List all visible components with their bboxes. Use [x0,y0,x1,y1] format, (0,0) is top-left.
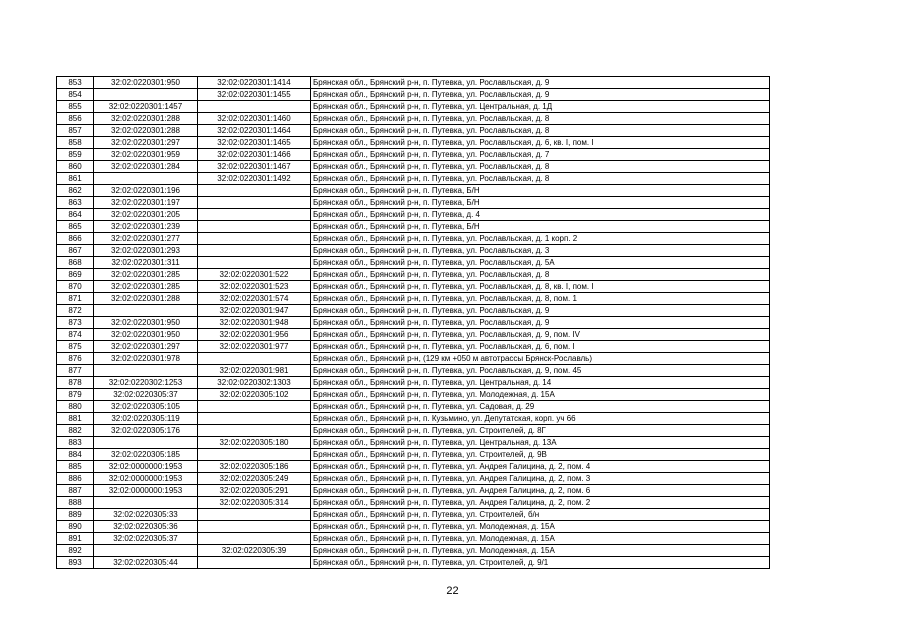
cadastral-number-cell [198,533,311,545]
cadastral-number-cell: 32:02:0220301:523 [198,281,311,293]
table-row [57,401,770,413]
parent-cadastral-number-cell: 32:02:0220301:277 [94,233,198,245]
cadastral-number-cell: 32:02:0220301:947 [198,305,311,317]
row-number-cell: 869 [57,269,94,281]
cadastral-number-cell: 32:02:0220301:1414 [198,77,311,89]
row-number-cell: 868 [57,257,94,269]
parent-cadastral-number-cell: 32:02:0220301:950 [94,77,198,89]
table-row [57,353,770,365]
address-cell: Брянская обл., Брянский р-н, п. Путевка, ул. Центральная, д. 14 [311,377,770,389]
parent-cadastral-number-cell: 32:02:0220305:33 [94,509,198,521]
parent-cadastral-number-cell [94,173,198,185]
row-number-cell: 874 [57,329,94,341]
cadastral-number-cell [198,233,311,245]
parent-cadastral-number-cell: 32:02:0220301:205 [94,209,198,221]
address-cell: Брянская обл., Брянский р-н, п. Путевка, ул. Рославльская, д. 1 корп. 2 [311,233,770,245]
row-number-cell: 882 [57,425,94,437]
table-row [57,173,770,185]
cadastral-number-cell: 32:02:0220302:1303 [198,377,311,389]
cadastral-number-cell [198,521,311,533]
row-number-cell: 872 [57,305,94,317]
address-cell: Брянская обл., Брянский р-н, п. Путевка, ул. Рославльская, д. 8 [311,269,770,281]
table-row [57,449,770,461]
row-number-cell: 889 [57,509,94,521]
cadastral-number-cell: 32:02:0220301:1492 [198,173,311,185]
parent-cadastral-number-cell: 32:02:0000000:1953 [94,485,198,497]
row-number-cell: 890 [57,521,94,533]
table-row [57,257,770,269]
address-cell: Брянская обл., Брянский р-н, п. Путевка, ул. Рославльская, д. 9 [311,305,770,317]
parent-cadastral-number-cell: 32:02:0220301:311 [94,257,198,269]
parent-cadastral-number-cell: 32:02:0220305:176 [94,425,198,437]
row-number-cell: 876 [57,353,94,365]
table-row [57,77,770,89]
address-cell: Брянская обл., Брянский р-н, п. Путевка, ул. Строителей, д. 9/1 [311,557,770,569]
row-number-cell: 886 [57,473,94,485]
row-number-cell: 891 [57,533,94,545]
table-row [57,125,770,137]
cadastral-number-cell [198,401,311,413]
cadastral-number-cell: 32:02:0220301:1464 [198,125,311,137]
address-cell: Брянская обл., Брянский р-н, п. Путевка, ул. Рославльская, д. 8 [311,161,770,173]
cadastral-number-cell [198,425,311,437]
address-cell: Брянская обл., Брянский р-н, п. Путевка, ул. Андрея Галицина, д. 2, пом. 6 [311,485,770,497]
address-cell: Брянская обл., Брянский р-н, п. Путевка, ул. Молодежная, д. 15А [311,521,770,533]
row-number-cell: 870 [57,281,94,293]
row-number-cell: 892 [57,545,94,557]
address-cell: Брянская обл., Брянский р-н, п. Путевка, ул. Рославльская, д. 8 [311,113,770,125]
address-cell: Брянская обл., Брянский р-н, п. Путевка, ул. Рославльская, д. 9 [311,77,770,89]
table-row [57,521,770,533]
page-number: 22 [446,585,459,597]
cadastral-number-cell [198,257,311,269]
address-cell: Брянская обл., Брянский р-н, п. Путевка, ул. Рославльская, д. 9, пом. 45 [311,365,770,377]
cadastral-number-cell: 32:02:0220301:948 [198,317,311,329]
row-number-cell: 873 [57,317,94,329]
table-row [57,317,770,329]
address-cell: Брянская обл., Брянский р-н, п. Путевка, ул. Рославльская, д. 3 [311,245,770,257]
address-cell: Брянская обл., Брянский р-н, п. Путевка, ул. Рославльская, д. 9 [311,317,770,329]
table-row [57,557,770,569]
address-cell: Брянская обл., Брянский р-н, п. Путевка, ул. Андрея Галицина, д. 2, пом. 2 [311,497,770,509]
parent-cadastral-number-cell [94,89,198,101]
parent-cadastral-number-cell: 32:02:0220301:285 [94,269,198,281]
address-cell: Брянская обл., Брянский р-н, п. Путевка, ул. Андрея Галицина, д. 2, пом. 4 [311,461,770,473]
table-row [57,197,770,209]
parent-cadastral-number-cell: 32:02:0000000:1953 [94,473,198,485]
parent-cadastral-number-cell: 32:02:0220305:37 [94,533,198,545]
table-row [57,485,770,497]
row-number-cell: 883 [57,437,94,449]
table-row [57,509,770,521]
parent-cadastral-number-cell: 32:02:0220301:288 [94,113,198,125]
parent-cadastral-number-cell: 32:02:0220305:119 [94,413,198,425]
address-cell: Брянская обл., Брянский р-н, п. Путевка, ул. Рославльская, д. 8, пом. 1 [311,293,770,305]
address-cell: Брянская обл., Брянский р-н, п. Путевка, ул. Рославльская, д. 6, кв. I, пом. I [311,137,770,149]
cadastral-number-cell [198,185,311,197]
cadastral-number-cell: 32:02:0220301:1467 [198,161,311,173]
address-cell: Брянская обл., Брянский р-н, п. Путевка, ул. Садовая, д. 29 [311,401,770,413]
cadastral-number-cell: 32:02:0220305:249 [198,473,311,485]
address-cell: Брянская обл., Брянский р-н, п. Путевка, ул. Рославльская, д. 8, кв. I, пом. I [311,281,770,293]
parent-cadastral-number-cell [94,437,198,449]
table-row [57,137,770,149]
cadastral-number-cell: 32:02:0220305:186 [198,461,311,473]
table-row [57,473,770,485]
cadastral-number-cell [198,245,311,257]
address-cell: Брянская обл., Брянский р-н, п. Путевка, ул. Рославльская, д. 5А [311,257,770,269]
parent-cadastral-number-cell: 32:02:0220305:185 [94,449,198,461]
parent-cadastral-number-cell: 32:02:0220301:293 [94,245,198,257]
table-row [57,293,770,305]
table-row [57,425,770,437]
row-number-cell: 875 [57,341,94,353]
parent-cadastral-number-cell: 32:02:0220301:950 [94,317,198,329]
cadastral-number-cell: 32:02:0220305:291 [198,485,311,497]
cadastral-number-cell: 32:02:0220305:39 [198,545,311,557]
address-cell: Брянская обл., Брянский р-н, п. Путевка, ул. Молодежная, д. 15А [311,389,770,401]
table-row [57,185,770,197]
cadastral-number-cell: 32:02:0220301:574 [198,293,311,305]
row-number-cell: 856 [57,113,94,125]
row-number-cell: 871 [57,293,94,305]
cadastral-number-cell [198,197,311,209]
address-cell: Брянская обл., Брянский р-н, п. Путевка, ул. Молодежная, д. 15А [311,533,770,545]
row-number-cell: 888 [57,497,94,509]
parent-cadastral-number-cell: 32:02:0220301:288 [94,125,198,137]
cadastral-table [56,76,770,569]
row-number-cell: 853 [57,77,94,89]
table-row [57,233,770,245]
table-row [57,89,770,101]
cadastral-number-cell: 32:02:0220301:956 [198,329,311,341]
parent-cadastral-number-cell: 32:02:0220301:239 [94,221,198,233]
parent-cadastral-number-cell: 32:02:0220301:284 [94,161,198,173]
address-cell: Брянская обл., Брянский р-н, п. Путевка, ул. Строителей, б/н [311,509,770,521]
parent-cadastral-number-cell: 32:02:0220305:37 [94,389,198,401]
cadastral-number-cell [198,101,311,113]
cadastral-number-cell: 32:02:0220301:1466 [198,149,311,161]
parent-cadastral-number-cell [94,497,198,509]
address-cell: Брянская обл., Брянский р-н, п. Путевка, ул. Строителей, д. 9В [311,449,770,461]
row-number-cell: 862 [57,185,94,197]
table-row [57,389,770,401]
row-number-cell: 865 [57,221,94,233]
table-row [57,269,770,281]
cadastral-number-cell: 32:02:0220301:981 [198,365,311,377]
cadastral-number-cell [198,353,311,365]
row-number-cell: 863 [57,197,94,209]
parent-cadastral-number-cell: 32:02:0220301:196 [94,185,198,197]
row-number-cell: 857 [57,125,94,137]
address-cell: Брянская обл., Брянский р-н, п. Путевка, ул. Андрея Галицина, д. 2, пом. 3 [311,473,770,485]
row-number-cell: 866 [57,233,94,245]
parent-cadastral-number-cell: 32:02:0220305:44 [94,557,198,569]
table-row [57,377,770,389]
cadastral-number-cell: 32:02:0220301:1455 [198,89,311,101]
address-cell: Брянская обл., Брянский р-н, (129 км +050 м автотрассы Брянск-Рославль) [311,353,770,365]
address-cell: Брянская обл., Брянский р-н, п. Путевка, Б/Н [311,197,770,209]
table-row [57,281,770,293]
address-cell: Брянская обл., Брянский р-н, п. Путевка, ул. Рославльская, д. 8 [311,173,770,185]
parent-cadastral-number-cell: 32:02:0220301:297 [94,137,198,149]
table-row [57,101,770,113]
address-cell: Брянская обл., Брянский р-н, п. Путевка, Б/Н [311,185,770,197]
address-cell: Брянская обл., Брянский р-н, п. Путевка, д. 4 [311,209,770,221]
parent-cadastral-number-cell: 32:02:0220301:950 [94,329,198,341]
address-cell: Брянская обл., Брянский р-н, п. Путевка, ул. Рославльская, д. 9 [311,89,770,101]
table-row [57,209,770,221]
address-cell: Брянская обл., Брянский р-н, п. Путевка, ул. Рославльская, д. 8 [311,125,770,137]
parent-cadastral-number-cell: 32:02:0220301:297 [94,341,198,353]
row-number-cell: 864 [57,209,94,221]
cadastral-number-cell: 32:02:0220301:1465 [198,137,311,149]
address-cell: Брянская обл., Брянский р-н, п. Путевка, ул. Центральная, д. 13А [311,437,770,449]
row-number-cell: 881 [57,413,94,425]
row-number-cell: 879 [57,389,94,401]
cadastral-number-cell: 32:02:0220305:102 [198,389,311,401]
cadastral-number-cell [198,557,311,569]
row-number-cell: 855 [57,101,94,113]
cadastral-number-cell [198,413,311,425]
cadastral-number-cell: 32:02:0220305:314 [198,497,311,509]
cadastral-number-cell: 32:02:0220301:977 [198,341,311,353]
address-cell: Брянская обл., Брянский р-н, п. Путевка, ул. Рославльская, д. 6, пом. I [311,341,770,353]
table-row [57,365,770,377]
table-row [57,533,770,545]
row-number-cell: 861 [57,173,94,185]
table-row [57,341,770,353]
cadastral-number-cell: 32:02:0220301:1460 [198,113,311,125]
row-number-cell: 878 [57,377,94,389]
parent-cadastral-number-cell [94,305,198,317]
table-row [57,149,770,161]
parent-cadastral-number-cell [94,365,198,377]
table-row [57,245,770,257]
document-page [56,76,770,569]
cadastral-number-cell [198,209,311,221]
address-cell: Брянская обл., Брянский р-н, п. Путевка, ул. Центральная, д. 1Д [311,101,770,113]
cadastral-number-cell [198,449,311,461]
parent-cadastral-number-cell: 32:02:0220301:978 [94,353,198,365]
parent-cadastral-number-cell: 32:02:0220301:285 [94,281,198,293]
address-cell: Брянская обл., Брянский р-н, п. Путевка, ул. Рославльская, д. 7 [311,149,770,161]
row-number-cell: 877 [57,365,94,377]
row-number-cell: 867 [57,245,94,257]
parent-cadastral-number-cell: 32:02:0000000:1953 [94,461,198,473]
parent-cadastral-number-cell: 32:02:0220305:36 [94,521,198,533]
row-number-cell: 860 [57,161,94,173]
row-number-cell: 854 [57,89,94,101]
table-row [57,329,770,341]
address-cell: Брянская обл., Брянский р-н, п. Кузьмино, ул. Депутатская, корп. уч 66 [311,413,770,425]
row-number-cell: 893 [57,557,94,569]
table-row [57,545,770,557]
parent-cadastral-number-cell: 32:02:0220301:288 [94,293,198,305]
parent-cadastral-number-cell: 32:02:0220302:1253 [94,377,198,389]
table-row [57,161,770,173]
table-row [57,221,770,233]
row-number-cell: 887 [57,485,94,497]
table-row [57,305,770,317]
cadastral-number-cell [198,221,311,233]
address-cell: Брянская обл., Брянский р-н, п. Путевка, Б/Н [311,221,770,233]
parent-cadastral-number-cell: 32:02:0220305:105 [94,401,198,413]
table-row [57,437,770,449]
cadastral-number-cell: 32:02:0220301:522 [198,269,311,281]
row-number-cell: 858 [57,137,94,149]
parent-cadastral-number-cell: 32:02:0220301:197 [94,197,198,209]
row-number-cell: 884 [57,449,94,461]
parent-cadastral-number-cell [94,545,198,557]
parent-cadastral-number-cell: 32:02:0220301:1457 [94,101,198,113]
row-number-cell: 859 [57,149,94,161]
row-number-cell: 885 [57,461,94,473]
address-cell: Брянская обл., Брянский р-н, п. Путевка, ул. Молодежная, д. 15А [311,545,770,557]
address-cell: Брянская обл., Брянский р-н, п. Путевка, ул. Строителей, д. 8Г [311,425,770,437]
cadastral-number-cell [198,509,311,521]
table-row [57,413,770,425]
table-row [57,497,770,509]
cadastral-number-cell: 32:02:0220305:180 [198,437,311,449]
table-row [57,461,770,473]
row-number-cell: 880 [57,401,94,413]
table-row [57,113,770,125]
table-body [57,77,770,569]
parent-cadastral-number-cell: 32:02:0220301:959 [94,149,198,161]
address-cell: Брянская обл., Брянский р-н, п. Путевка, ул. Рославльская, д. 9, пом. IV [311,329,770,341]
